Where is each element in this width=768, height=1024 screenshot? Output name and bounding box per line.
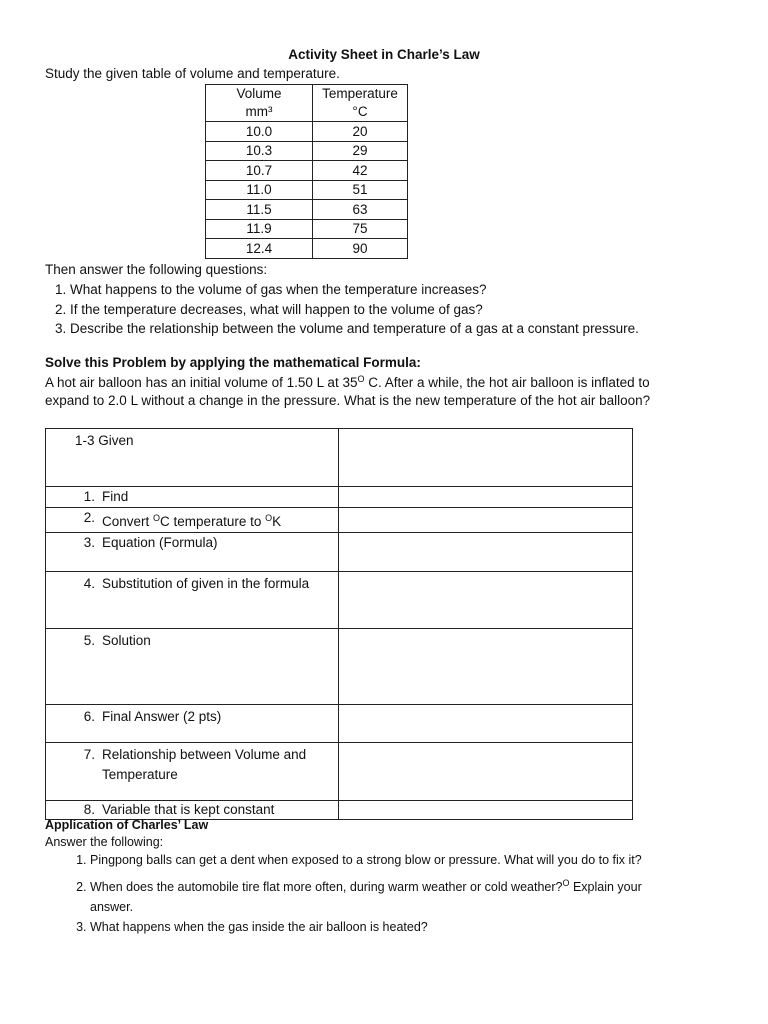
item-number: 2.	[83, 510, 95, 525]
question-item: 1. What happens to the volume of gas when the temperature increases?	[70, 280, 639, 300]
problem-text-line-2: expand to 2.0 L without a change in the pressure. What is the new temperature of the hot air balloon?	[45, 393, 651, 408]
grid-label-cell	[46, 533, 339, 572]
item-label: Variable that is kept constant	[102, 802, 275, 817]
item-label	[102, 745, 306, 785]
item-label	[102, 508, 281, 532]
answer-cell[interactable]	[339, 572, 633, 629]
problem-heading: Solve this Problem by applying the mathematical Formula:	[45, 355, 421, 370]
questions-list	[45, 280, 639, 339]
grid-row	[46, 705, 633, 743]
volume-temperature-table	[205, 84, 408, 259]
grid-row	[46, 533, 633, 572]
volume-cell: 12.4	[206, 239, 313, 259]
temperature-cell: 29	[313, 141, 408, 161]
table-row	[206, 219, 408, 239]
item-label-line: Temperature	[102, 767, 178, 782]
item-number: 3.	[83, 535, 95, 550]
table-row	[206, 122, 408, 142]
application-list	[66, 850, 642, 937]
table-row	[206, 161, 408, 181]
item-number: 8.	[83, 802, 95, 817]
solution-grid	[45, 428, 633, 820]
degree-symbol: O	[153, 513, 161, 523]
volume-cell: 10.0	[206, 122, 313, 142]
application-item	[90, 873, 642, 917]
item-number: 1.	[83, 489, 95, 504]
item-label-part: K	[272, 514, 282, 529]
problem-text-line-1	[45, 374, 650, 390]
volume-cell: 10.7	[206, 161, 313, 181]
table-row	[206, 200, 408, 220]
application-text-part: When does the automobile tire flat more often, during warm weather or cold weather?	[90, 880, 563, 894]
temperature-cell: 42	[313, 161, 408, 181]
application-text-part: Explain your	[569, 880, 642, 894]
intro-text: Study the given table of volume and temperature.	[45, 66, 340, 81]
header-temperature-unit: °C	[352, 104, 368, 119]
question-item: 2. If the temperature decreases, what will happen to the volume of gas?	[70, 300, 639, 320]
volume-cell: 11.9	[206, 219, 313, 239]
grid-row	[46, 743, 633, 801]
grid-label-cell	[46, 743, 339, 801]
temperature-cell: 20	[313, 122, 408, 142]
answer-cell[interactable]	[339, 801, 633, 820]
application-intro: Answer the following:	[45, 835, 164, 849]
grid-row	[46, 508, 633, 533]
grid-row	[46, 572, 633, 629]
grid-row	[46, 487, 633, 508]
questions-intro: Then answer the following questions:	[45, 262, 268, 277]
volume-cell: 11.0	[206, 180, 313, 200]
header-volume-label: Volume	[236, 86, 282, 101]
problem-text-part: C. After a while, the hot air balloon is inflated to	[364, 375, 650, 390]
answer-cell[interactable]	[339, 508, 633, 533]
problem-text-part: A hot air balloon has an initial volume of 1.50 L at 35	[45, 375, 358, 390]
answer-cell[interactable]	[339, 533, 633, 572]
item-number: 4.	[83, 576, 95, 591]
table-row	[206, 239, 408, 259]
temperature-cell: 51	[313, 180, 408, 200]
grid-row	[46, 629, 633, 705]
item-label: Solution	[102, 633, 151, 648]
item-label: Equation (Formula)	[102, 535, 218, 550]
item-number: 7.	[83, 747, 95, 762]
item-label-line: Relationship between Volume and	[102, 747, 307, 762]
degree-symbol: O	[265, 513, 273, 523]
temperature-cell: 63	[313, 200, 408, 220]
header-volume	[206, 85, 313, 122]
item-label-part: Convert	[102, 514, 154, 529]
grid-row-given	[46, 429, 633, 487]
application-text-part: answer.	[90, 900, 134, 914]
given-label: 1-3 Given	[75, 433, 134, 448]
answer-cell[interactable]	[339, 629, 633, 705]
item-label: Final Answer (2 pts)	[102, 709, 222, 724]
degree-symbol: O	[357, 374, 365, 384]
answer-cell[interactable]	[339, 705, 633, 743]
table-row	[206, 141, 408, 161]
volume-cell: 10.3	[206, 141, 313, 161]
item-label: Substitution of given in the formula	[102, 576, 310, 591]
grid-label-cell	[46, 487, 339, 508]
item-number: 5.	[83, 633, 95, 648]
answer-cell[interactable]	[339, 429, 633, 487]
question-item: 3. Describe the relationship between the volume and temperature of a gas at a constant pressure.	[70, 319, 639, 339]
header-temperature	[313, 85, 408, 122]
answer-cell[interactable]	[339, 487, 633, 508]
grid-label-cell	[46, 629, 339, 705]
grid-label-cell	[46, 801, 339, 820]
grid-label-cell	[46, 572, 339, 629]
grid-label-cell	[46, 705, 339, 743]
application-item: 1. Pingpong balls can get a dent when exposed to a strong blow or pressure. What will you do to fix it?	[90, 850, 642, 870]
temperature-cell: 90	[313, 239, 408, 259]
page-title: Activity Sheet in Charle’s Law	[288, 47, 480, 62]
grid-label-cell	[46, 508, 339, 533]
volume-cell: 11.5	[206, 200, 313, 220]
item-label-part: C temperature to	[160, 514, 266, 529]
answer-cell[interactable]	[339, 743, 633, 801]
temperature-cell: 75	[313, 219, 408, 239]
grid-label-cell	[46, 429, 339, 487]
grid-row	[46, 801, 633, 820]
table-row	[206, 180, 408, 200]
application-item: 3. What happens when the gas inside the air balloon is heated?	[90, 917, 642, 937]
header-temperature-label: Temperature	[322, 86, 398, 101]
item-number: 6.	[83, 709, 95, 724]
item-label: Find	[102, 489, 129, 504]
degree-symbol: O	[562, 878, 570, 888]
header-volume-unit: mm³	[245, 104, 273, 119]
application-heading: Application of Charles’ Law	[45, 818, 209, 832]
